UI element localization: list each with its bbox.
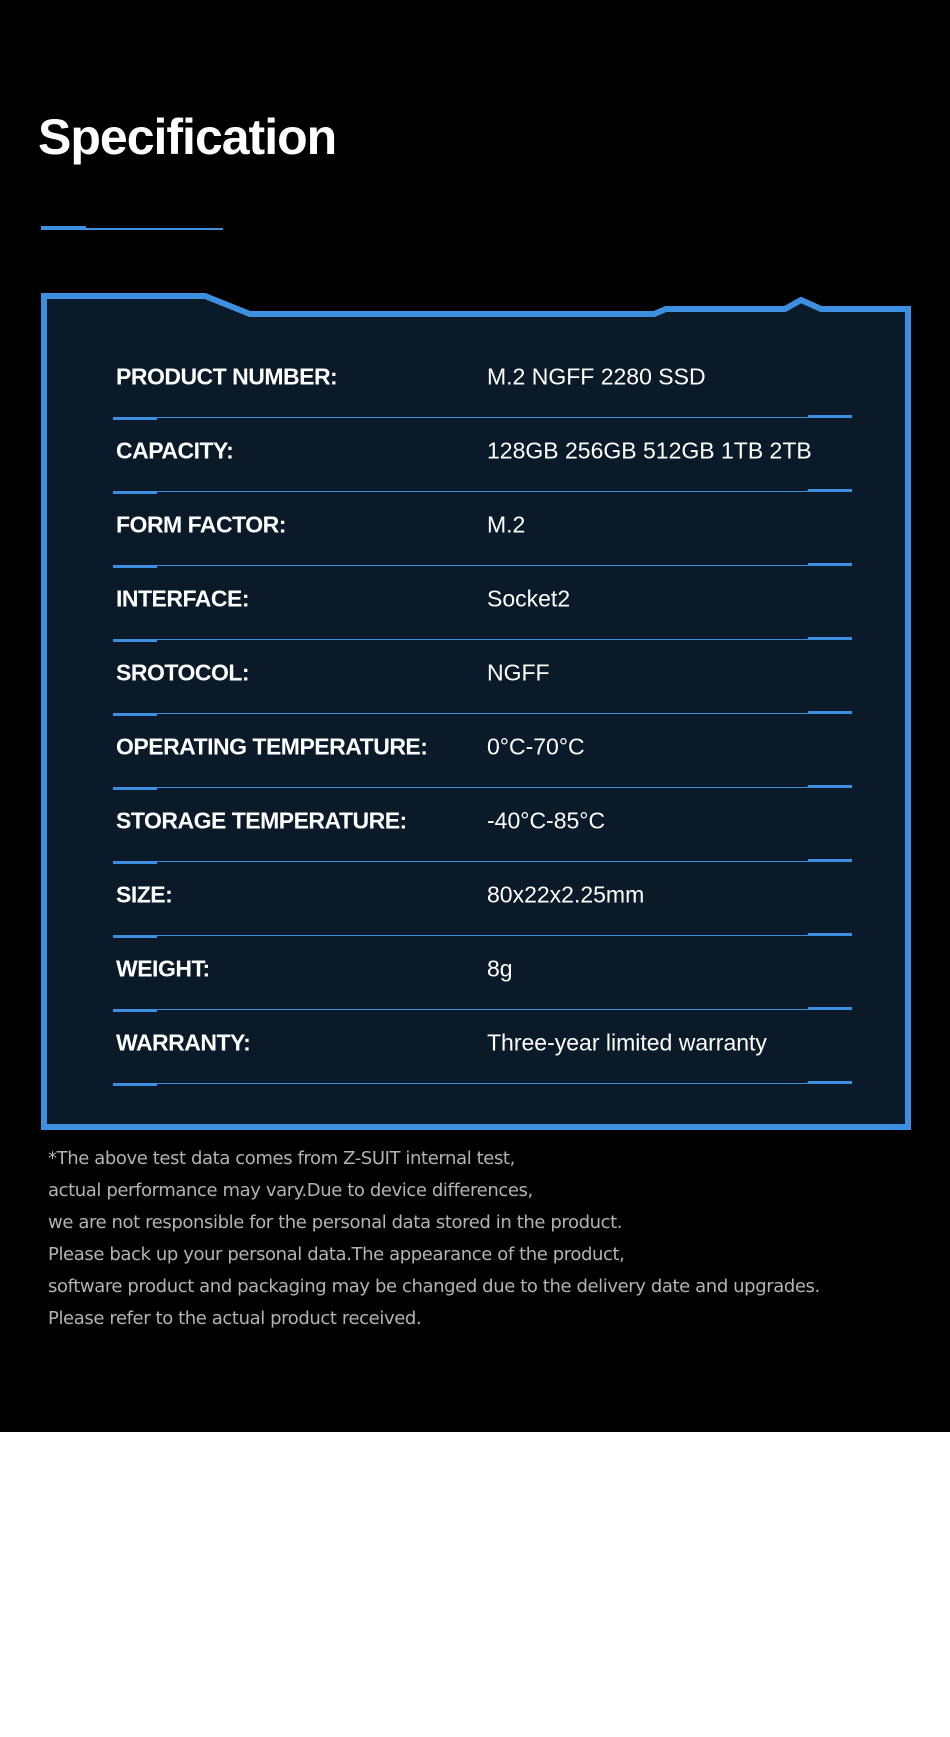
disclaimer-line: we are not responsible for the personal data stored in the product. [48,1212,623,1233]
spec-label: SIZE: [116,881,173,908]
spec-row-operating-temperature [110,715,852,789]
spec-label: FORM FACTOR: [116,511,286,538]
spec-value: Socket2 [487,585,571,612]
spec-label: INTERFACE: [116,585,249,612]
spec-value: M.2 NGFF 2280 SSD [487,363,706,390]
spec-value: 8g [487,955,513,982]
disclaimer-line: actual performance may vary.Due to device differences, [48,1180,533,1201]
spec-label: WARRANTY: [116,1029,251,1056]
spec-row-product-number [110,345,852,419]
spec-label: STORAGE TEMPERATURE: [116,807,407,834]
spec-value: 0°C-70°C [487,733,585,760]
spec-row-weight [110,937,852,1011]
spec-row-interface [110,567,852,641]
spec-label: SROTOCOL: [116,659,250,686]
spec-value: 80x22x2.25mm [487,881,645,908]
spec-value: M.2 [487,511,526,538]
disclaimer [48,1143,928,1335]
spec-row-form-factor [110,493,852,567]
disclaimer-line: Please refer to the actual product received. [48,1308,422,1329]
spec-value: -40°C-85°C [487,807,606,834]
spec-row-size [110,863,852,937]
spec-table [110,345,852,1085]
disclaimer-line: *The above test data comes from Z-SUIT internal test, [48,1148,515,1169]
spec-value: 128GB 256GB 512GB 1TB 2TB [487,437,812,464]
disclaimer-line: software product and packaging may be changed due to the delivery date and upgrades. [48,1276,820,1297]
spec-label: PRODUCT NUMBER: [116,363,338,390]
spec-row-protocol [110,641,852,715]
spec-value: Three-year limited warranty [487,1029,767,1056]
spec-value: NGFF [487,659,550,686]
spec-row-warranty [110,1011,852,1085]
spec-row-storage-temperature [110,789,852,863]
page-title: Specification [38,109,337,165]
spec-row-capacity [110,419,852,493]
spec-label: WEIGHT: [116,955,210,982]
disclaimer-line: Please back up your personal data.The appearance of the product, [48,1244,625,1265]
row-divider [113,1082,852,1085]
spec-label: CAPACITY: [116,437,234,464]
spec-label: OPERATING TEMPERATURE: [116,733,428,760]
